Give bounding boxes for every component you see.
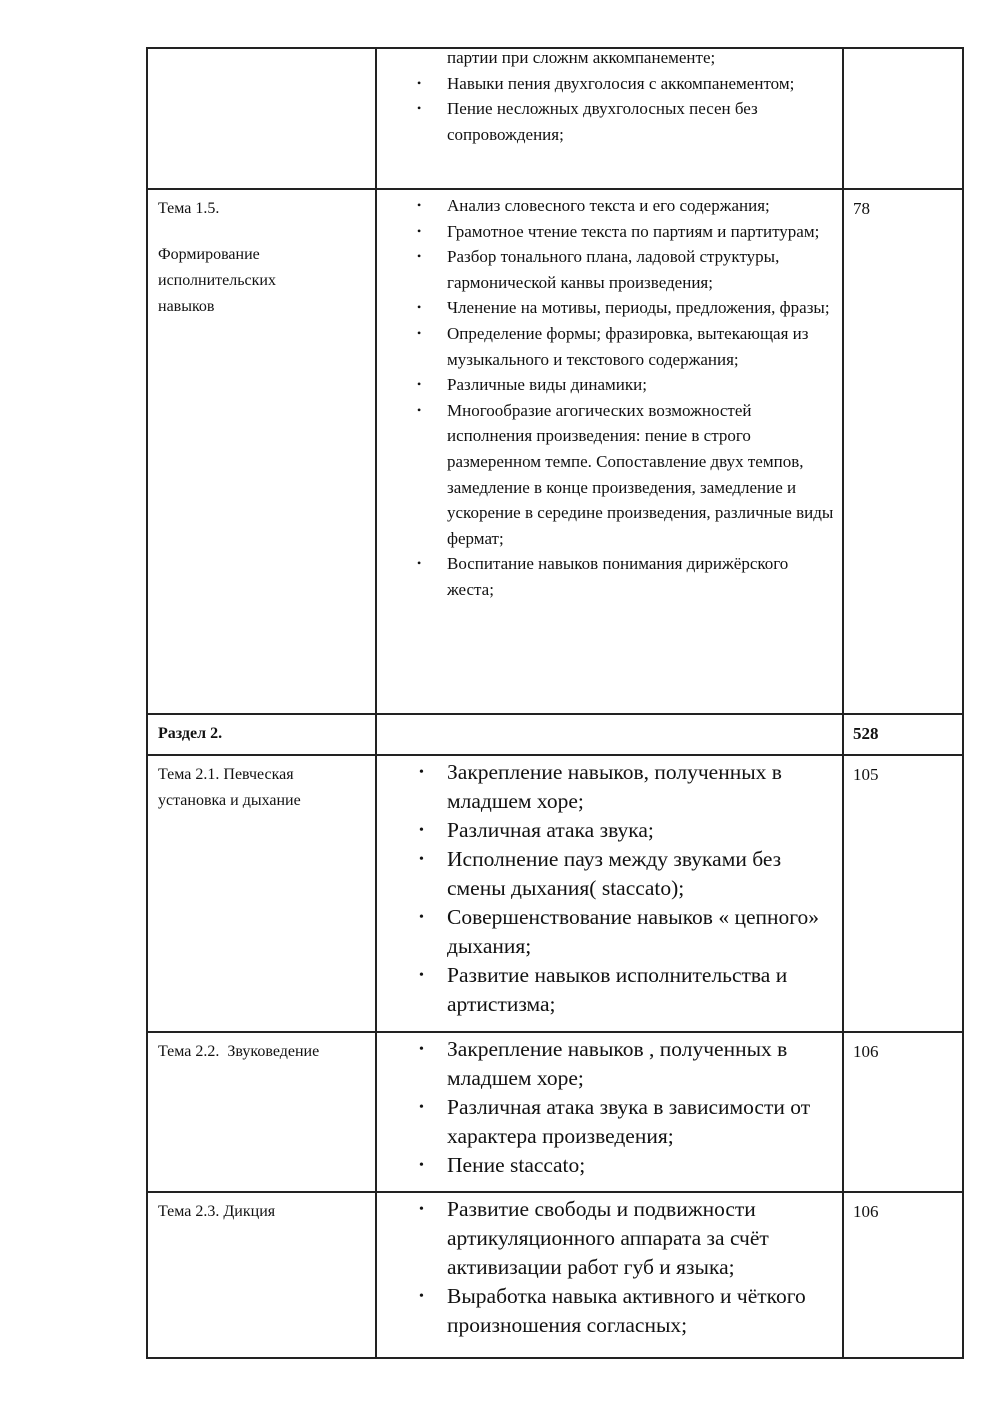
table-row xyxy=(147,48,963,189)
item-list xyxy=(377,1195,842,1340)
item-list xyxy=(377,758,842,1019)
hours-cell xyxy=(843,189,963,714)
list-item: • Развитие свободы и подвижности артикуляционного аппарата за счёт активизации работ губ и языка; xyxy=(419,1197,769,1279)
list-item: • Определение формы; фразировка, вытекающая из музыкального и текстового содержания; xyxy=(377,321,836,372)
content-cell xyxy=(376,1192,843,1358)
bullet-icon: • xyxy=(417,75,422,90)
table-row xyxy=(147,189,963,714)
section-hours: 528 xyxy=(853,724,879,743)
bullet-icon: • xyxy=(419,1289,424,1304)
item-list xyxy=(377,193,842,603)
list-item: • Анализ словесного текста и его содержания; xyxy=(377,193,836,219)
hours-cell xyxy=(843,1032,963,1192)
topic-subtitle: Формирование исполнительских навыков xyxy=(158,246,276,315)
list-item: • Исполнение пауз между звуками без смены дыхания( staccato); xyxy=(419,847,782,900)
content-cell xyxy=(376,714,843,755)
section-title: Раздел 2. xyxy=(158,725,223,742)
item-list xyxy=(377,1035,842,1180)
list-item: • Различные виды динамики; xyxy=(377,372,836,398)
list-item: • Выработка навыка активного и чёткого произношения согласных; xyxy=(419,1284,806,1337)
bullet-icon: • xyxy=(419,968,424,983)
bullet-icon: • xyxy=(417,300,422,315)
bullet-icon: • xyxy=(419,1202,424,1217)
content-cell xyxy=(376,1032,843,1192)
bullet-icon: • xyxy=(419,1100,424,1115)
list-item: • Воспитание навыков понимания дирижёрского жеста; xyxy=(377,551,836,602)
section-row xyxy=(147,714,963,755)
content-cell xyxy=(376,48,843,189)
list-item: • Различная атака звука; xyxy=(377,816,836,845)
list-item: • Пение staccato; xyxy=(377,1151,836,1180)
bullet-icon: • xyxy=(417,101,422,116)
hours-cell xyxy=(843,714,963,755)
list-item: • Различная атака звука в зависимости от характера произведения; xyxy=(419,1095,811,1148)
topic-title: Тема 1.5. xyxy=(158,200,220,217)
list-item: • Закрепление навыков, полученных в младшем хоре; xyxy=(419,760,782,813)
hours-value: 78 xyxy=(853,199,870,218)
bullet-icon: • xyxy=(417,325,422,340)
topic-cell xyxy=(147,755,376,1032)
topic-title: Тема 2.3. Дикция xyxy=(158,1203,276,1220)
list-item: • Пение несложных двухголосных песен без сопровождения; xyxy=(377,96,836,147)
list-item: • Многообразие агогических возможностей исполнения произведения: пение в строго размеренном темпе. Сопоставление двух темпов, замедление в конце произведения, замедление и ускорение в середине произведения, различные виды фермат; xyxy=(377,398,836,552)
topic-cell xyxy=(147,1192,376,1358)
list-item: • Грамотное чтение текста по партиям и партитурам; xyxy=(377,219,836,245)
bullet-icon: • xyxy=(417,556,422,571)
bullet-icon: • xyxy=(417,249,422,264)
table-row xyxy=(147,1192,963,1358)
hours-value: 105 xyxy=(853,765,879,784)
list-item: • Совершенствование навыков « цепного» дыхания; xyxy=(419,905,820,958)
hours-cell xyxy=(843,1192,963,1358)
table-row xyxy=(147,755,963,1032)
bullet-icon: • xyxy=(419,1158,424,1173)
bullet-icon: • xyxy=(417,402,422,417)
bullet-icon: • xyxy=(419,765,424,780)
topic-cell xyxy=(147,48,376,189)
bullet-icon: • xyxy=(417,223,422,238)
continued-text: партии при сложнм аккомпанементе; xyxy=(447,48,716,67)
bullet-icon: • xyxy=(417,198,422,212)
topic-cell xyxy=(147,189,376,714)
hours-value: 106 xyxy=(853,1202,879,1221)
curriculum-table xyxy=(146,47,964,1359)
bullet-icon: • xyxy=(419,1042,424,1057)
bullet-icon: • xyxy=(419,852,424,867)
hours-value: 106 xyxy=(853,1042,879,1061)
hours-cell xyxy=(843,755,963,1032)
topic-title: Тема 2.1. Певческая установка и дыхание xyxy=(158,766,301,809)
list-item: • Развитие навыков исполнительства и артистизма; xyxy=(419,963,788,1016)
list-item: • Разбор тонального плана, ладовой структуры, гармонической канвы произведения; xyxy=(377,244,836,295)
table-row xyxy=(147,1032,963,1192)
bullet-icon: • xyxy=(417,377,422,392)
section-cell xyxy=(147,714,376,755)
content-cell xyxy=(376,189,843,714)
topic-cell xyxy=(147,1032,376,1192)
list-item: • Членение на мотивы, периоды, предложения, фразы; xyxy=(377,295,836,321)
list-item: • Закрепление навыков , полученных в младшем хоре; xyxy=(419,1037,788,1090)
item-list xyxy=(377,71,842,148)
bullet-icon: • xyxy=(419,823,424,838)
content-cell xyxy=(376,755,843,1032)
hours-cell xyxy=(843,48,963,189)
list-item: • Навыки пения двухголосия с аккомпанементом; xyxy=(377,71,836,97)
topic-title: Тема 2.2. Звуковедение xyxy=(158,1043,320,1060)
bullet-icon: • xyxy=(419,910,424,925)
